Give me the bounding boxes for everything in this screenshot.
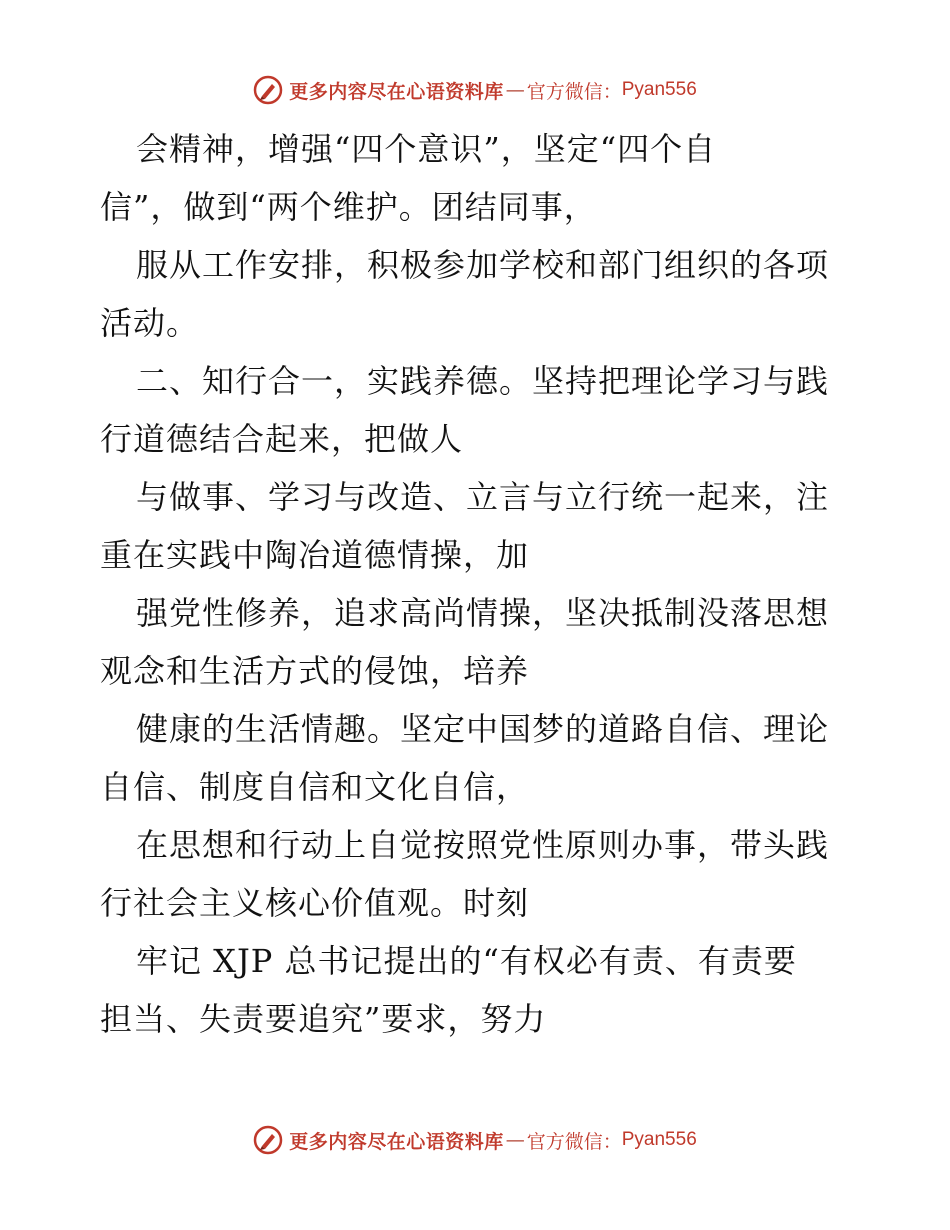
footer-banner xyxy=(0,1120,950,1160)
body-line: 行道德结合起来，把做人 xyxy=(100,420,464,458)
body-line: 担当、失责要追究”要求，努力 xyxy=(100,1000,547,1038)
body-line: 与做事、学习与改造、立言与立行统一起来，注 xyxy=(136,478,830,516)
header-dash: — xyxy=(505,79,525,101)
footer-wechat-id: Pyan556 xyxy=(621,1129,697,1150)
body-line: 自信、制度自信和文化自信， xyxy=(100,768,530,806)
footer-site-text: 更多内容尽在心语资料库 xyxy=(289,1130,504,1153)
header-wechat-id: Pyan556 xyxy=(621,79,697,100)
pen-nib-logo-icon xyxy=(253,75,283,105)
header-site-text: 更多内容尽在心语资料库 xyxy=(289,80,504,103)
body-line: 观念和生活方式的侵蚀，培养 xyxy=(100,652,530,690)
body-line: 活动。 xyxy=(100,304,200,342)
body-line: 在思想和行动上自觉按照党性原则办事，带头践 xyxy=(136,826,830,864)
body-line: 会精神，增强“四个意识”，坚定“四个自 xyxy=(136,130,717,168)
body-line: 信”，做到“两个维护。团结同事， xyxy=(100,188,597,226)
header-banner xyxy=(0,70,950,110)
pen-nib-logo-icon xyxy=(253,1125,283,1155)
body-line: 行社会主义核心价值观。时刻 xyxy=(100,884,530,922)
footer-wechat-label: 官方微信： xyxy=(526,1130,622,1153)
header-wechat-label: 官方微信： xyxy=(526,80,622,103)
body-line: 重在实践中陶冶道德情操，加 xyxy=(100,536,530,574)
body-line: 牢记 XJP 总书记提出的“有权必有责、有责要 xyxy=(136,942,797,980)
footer-dash: — xyxy=(505,1129,525,1151)
body-line: 二、知行合一，实践养德。坚持把理论学习与践 xyxy=(136,362,830,400)
document-body xyxy=(100,120,860,1048)
body-line: 强党性修养，追求高尚情操，坚决抵制没落思想 xyxy=(136,594,830,632)
body-line: 服从工作安排，积极参加学校和部门组织的各项 xyxy=(136,246,830,284)
body-line: 健康的生活情趣。坚定中国梦的道路自信、理论 xyxy=(136,710,830,748)
